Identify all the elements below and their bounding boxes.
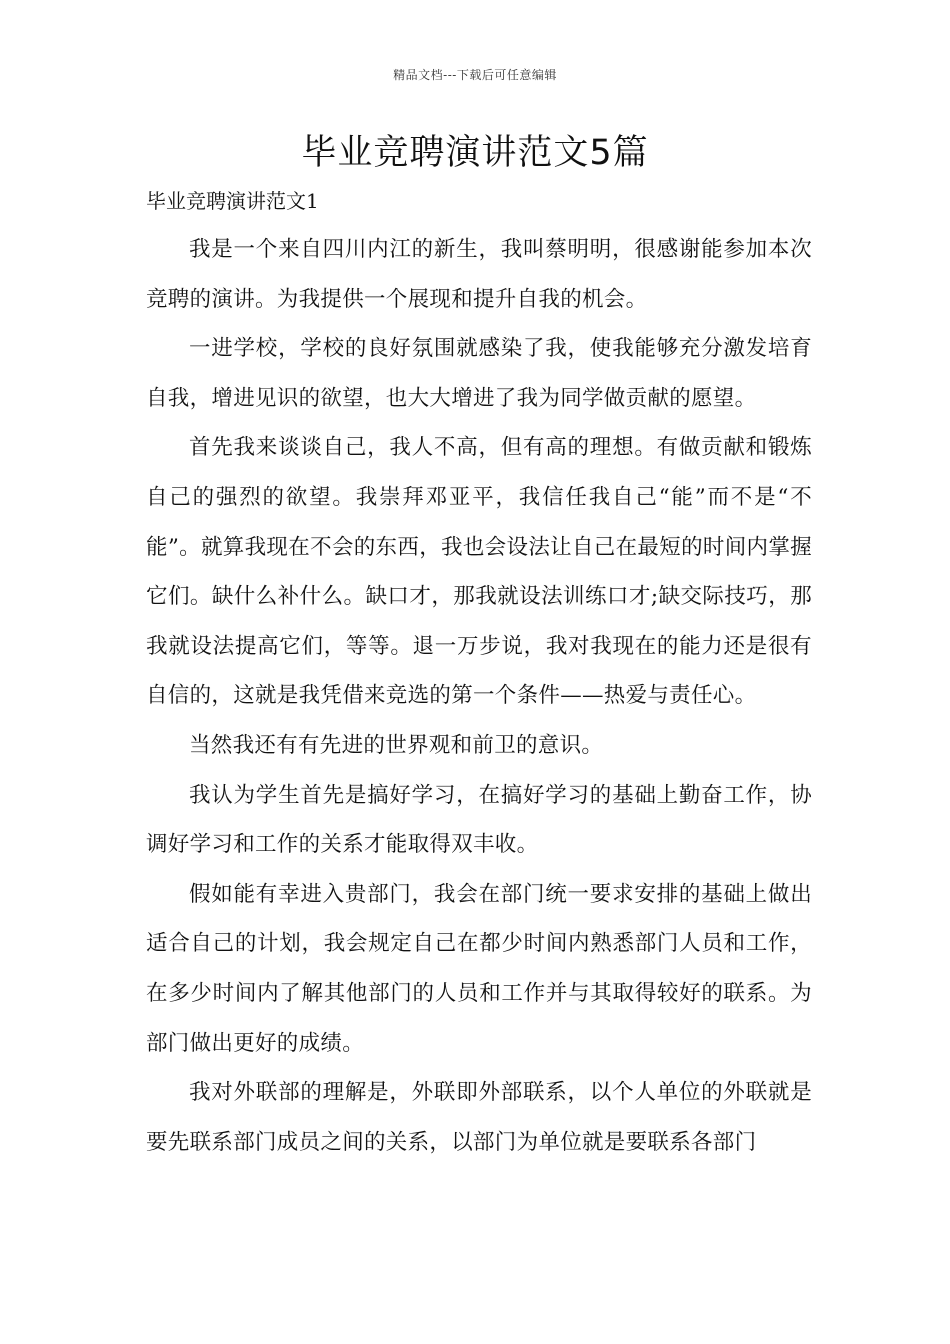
header-note: 精品文档---下载后可任意编辑 bbox=[393, 68, 557, 82]
paragraph-5: 我认为学生首先是搞好学习，在搞好学习的基础上勤奋工作，协调好学习和工作的关系才能取得双丰收。 bbox=[146, 782, 812, 858]
document-title: 毕业竞聘演讲范文5篇 bbox=[301, 133, 649, 173]
paragraph-3: 首先我来谈谈自己，我人不高，但有高的理想。有做贡献和锻炼自己的强烈的欲望。我崇拜邓亚平，我信任我自己“能”而不是“不能”。就算我现在不会的东西，我也会设法让自己在最短的时间内掌握它们。缺什么补什么。缺口才，那我就设法训练口才;缺交际技巧，那我就设法提高它们，等等。退一万步说，我对我现在的能力还是很有自信的，这就是我凭借来竞选的第一个条件——热爱与责任心。 bbox=[146, 435, 812, 709]
paragraph-1: 我是一个来自四川内江的新生，我叫蔡明明，很感谢能参加本次竞聘的演讲。为我提供一个展现和提升自我的机会。 bbox=[146, 237, 812, 312]
section-subtitle: 毕业竞聘演讲范文1 bbox=[146, 189, 319, 213]
body-text bbox=[146, 225, 812, 1167]
paragraph-2: 一进学校，学校的良好氛围就感染了我，使我能够充分激发培育自我，增进见识的欲望，也大大增进了我为同学做贡献的愿望。 bbox=[146, 336, 812, 411]
paragraph-4: 当然我还有有先进的世界观和前卫的意识。 bbox=[189, 732, 604, 758]
paragraph-6: 假如能有幸进入贵部门，我会在部门统一要求安排的基础上做出适合自己的计划，我会规定自己在都少时间内熟悉部门人员和工作，在多少时间内了解其他部门的人员和工作并与其取得较好的联系。为部门做出更好的成绩。 bbox=[146, 881, 812, 1056]
paragraph-7: 我对外联部的理解是，外联即外部联系，以个人单位的外联就是要先联系部门成员之间的关系，以部门为单位就是要联系各部门 bbox=[146, 1080, 812, 1155]
